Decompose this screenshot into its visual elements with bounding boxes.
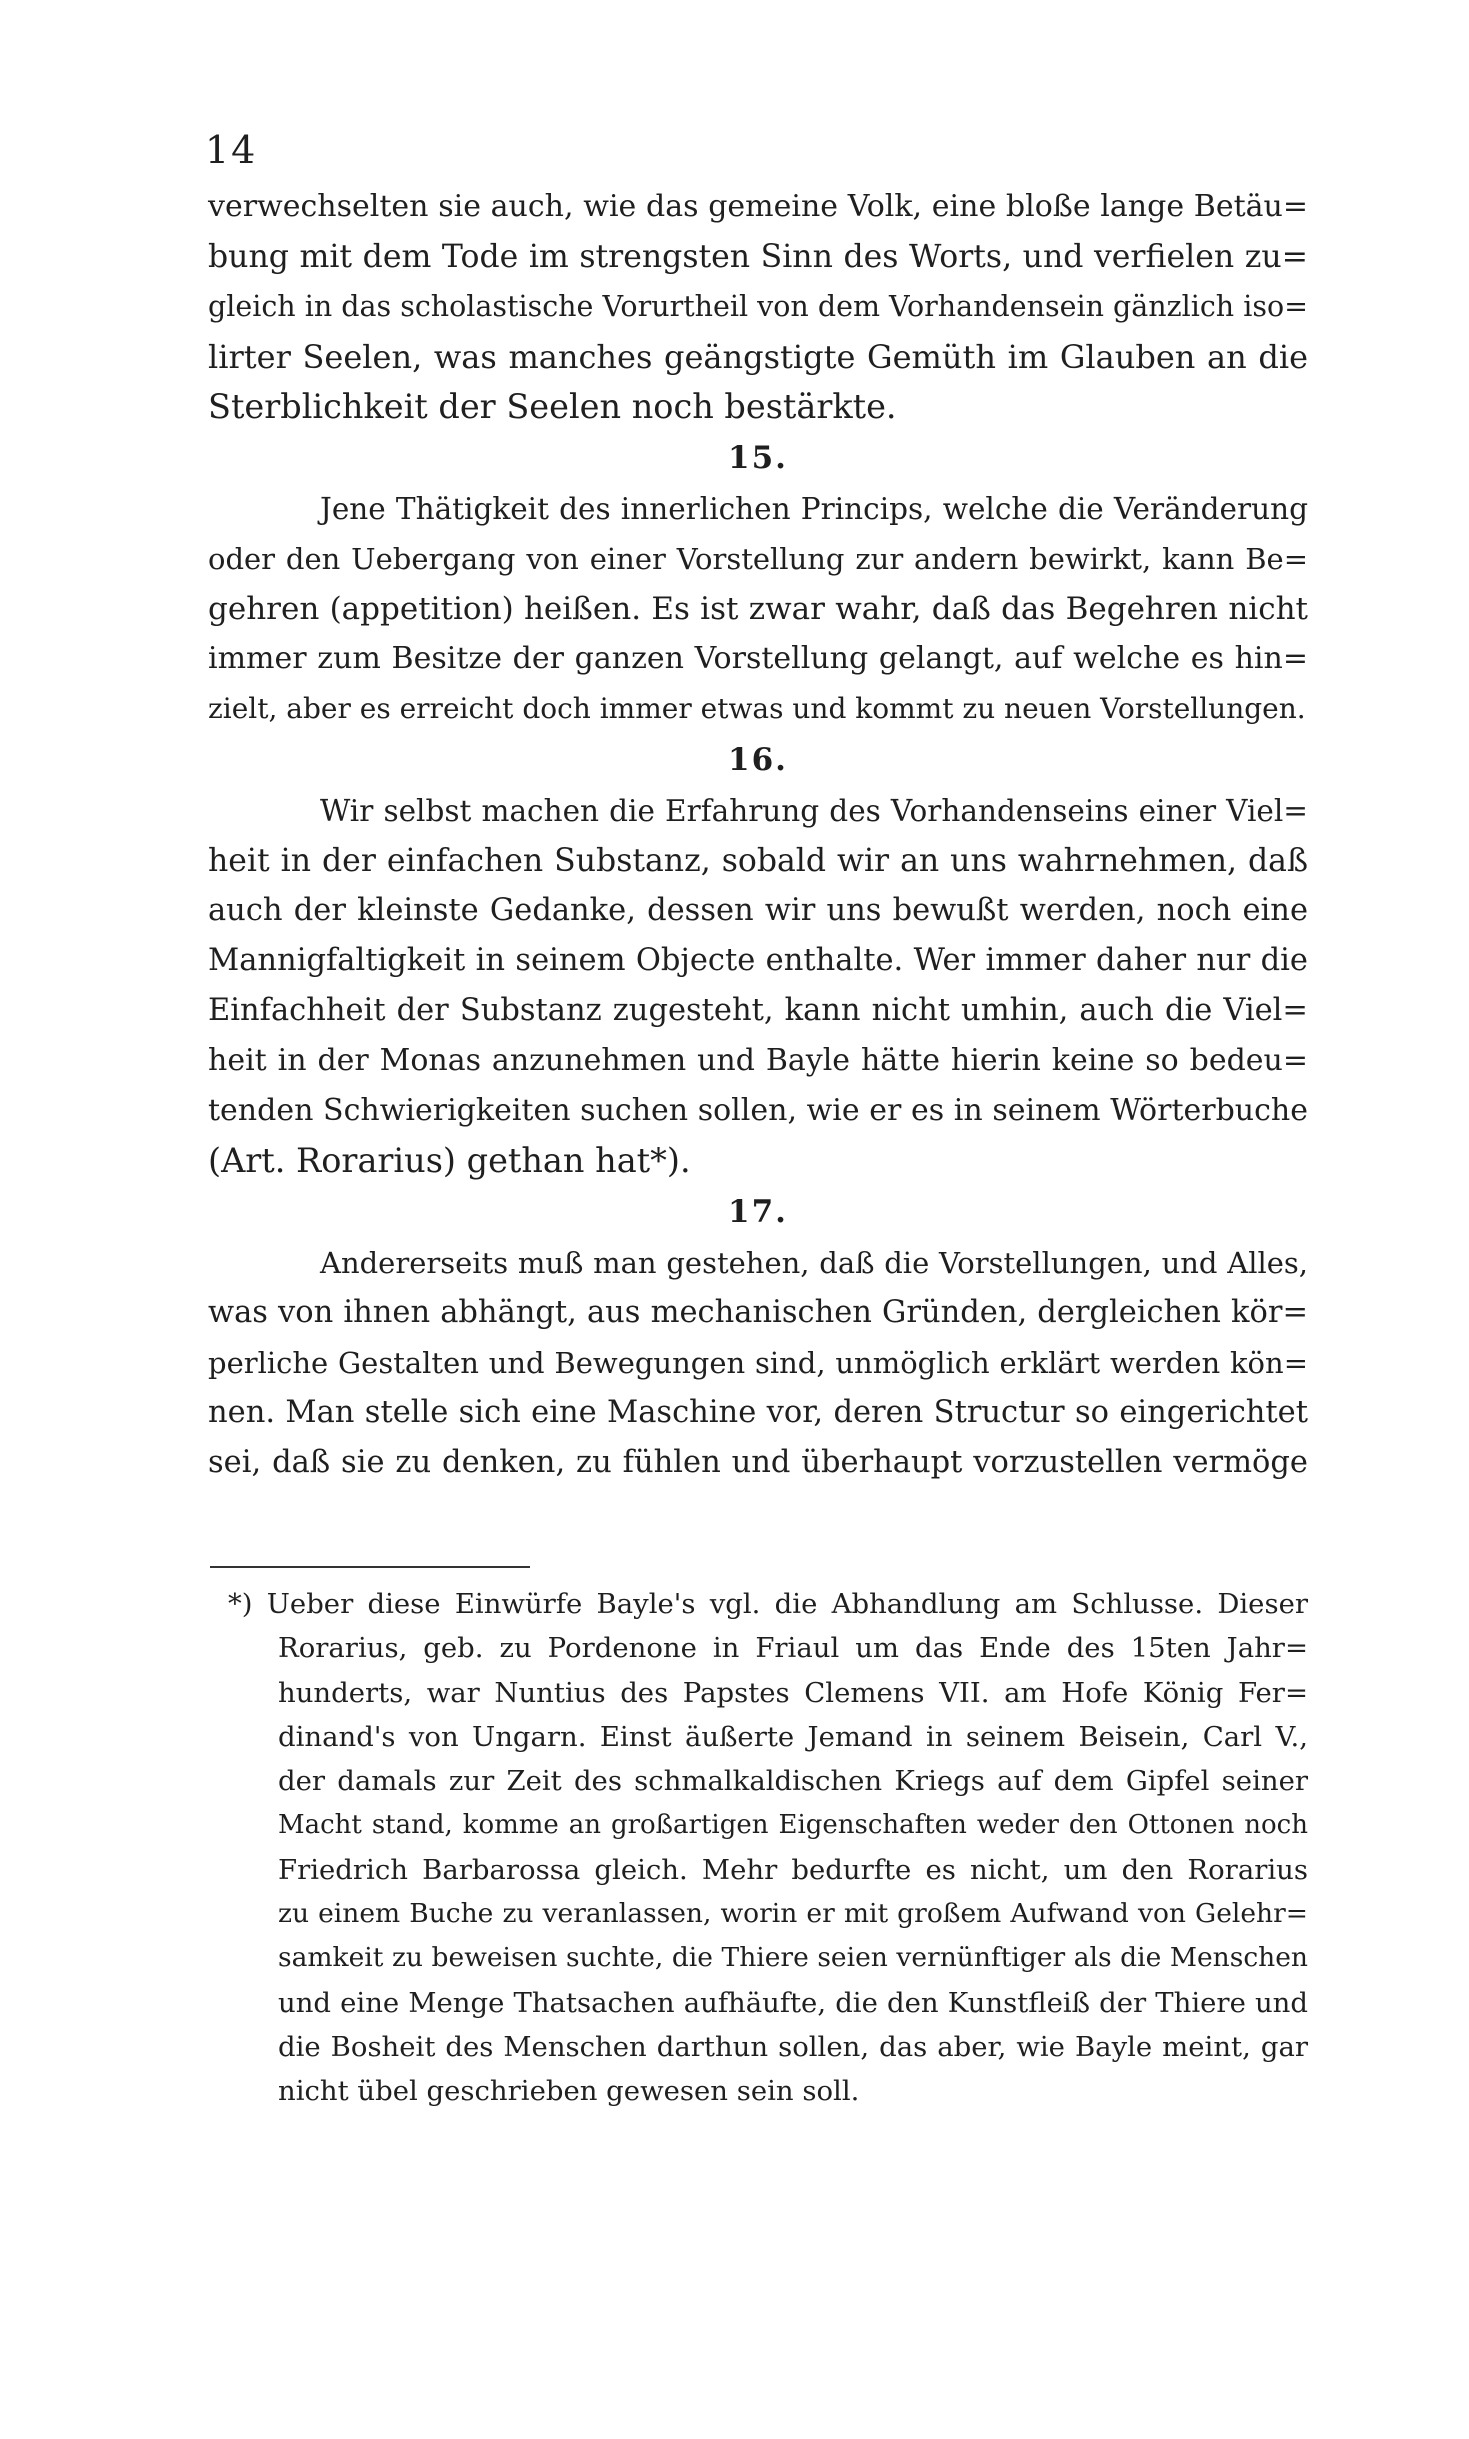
text-line: bung mit dem Tode im strengsten Sinn des Worts, und verfielen zu= <box>208 239 1308 275</box>
text-line: verwechselten sie auch, wie das gemeine Volk, eine bloße lange Betäu= <box>208 189 1308 224</box>
footnote-line: Friedrich Barbarossa gleich. Mehr bedurfte es nicht, um den Rorarius <box>278 1853 1308 1886</box>
footnote-line: der damals zur Zeit des schmalkaldischen Kriegs auf dem Gipfel seiner <box>278 1765 1308 1798</box>
text-line: Wir selbst machen die Erfahrung des Vorhandenseins einer Viel= <box>320 794 1308 828</box>
opening-paragraph <box>208 182 1308 432</box>
text-line: Sterblichkeit der Seelen noch bestärkte. <box>208 387 897 426</box>
text-line: Mannigfaltigkeit in seinem Objecte enthalte. Wer immer daher nur die <box>208 943 1308 978</box>
text-line: gehren (appetition) heißen. Es ist zwar wahr, daß das Begehren nicht <box>208 591 1308 627</box>
section-number: 16. <box>728 742 788 778</box>
text-line: heit in der einfachen Substanz, sobald wir an uns wahrnehmen, daß <box>208 843 1308 879</box>
text-line: immer zum Besitze der ganzen Vorstellung gelangt, auf welche es hin= <box>208 641 1308 676</box>
text-line: Jene Thätigkeit des innerlichen Princips, welche die Veränderung <box>320 492 1308 526</box>
text-line: was von ihnen abhängt, aus mechanischen Gründen, dergleichen kör= <box>208 1295 1308 1330</box>
footnote-line: samkeit zu beweisen suchte, die Thiere seien vernünftiger als die Menschen <box>278 1942 1308 1974</box>
section-15 <box>208 432 1308 734</box>
footnote-line: die Bosheit des Menschen darthun sollen, das aber, wie Bayle meint, gar <box>278 2030 1308 2063</box>
footnote-line: *) Ueber diese Einwürfe Bayle's vgl. die Abhandlung am Schlusse. Dieser <box>228 1588 1308 1620</box>
footnote-line: dinand's von Ungarn. Einst äußerte Jemand in seinem Beisein, Carl V., <box>278 1720 1308 1753</box>
main-text <box>208 182 1308 1488</box>
text-line: zielt, aber es erreicht doch immer etwas und kommt zu neuen Vorstellungen. <box>208 692 1306 725</box>
footnote-line: Macht stand, komme an großartigen Eigenschaften weder den Ottonen noch <box>278 1810 1308 1841</box>
text-line: tenden Schwierigkeiten suchen sollen, wie er es in seinem Wörterbuche <box>208 1093 1308 1128</box>
section-number: 15. <box>728 440 788 476</box>
text-line: oder den Uebergang von einer Vorstellung zur andern bewirkt, kann Be= <box>208 542 1308 576</box>
section-17 <box>208 1186 1308 1488</box>
footnote-line: hunderts, war Nuntius des Papstes Clemens VII. am Hofe König Fer= <box>278 1676 1308 1709</box>
footnote-line: zu einem Buche zu veranlassen, worin er mit großem Aufwand von Gelehr= <box>278 1898 1308 1930</box>
footnote-line: Rorarius, geb. zu Pordenone in Friaul um das Ende des 15ten Jahr= <box>278 1632 1308 1665</box>
text-line: heit in der Monas anzunehmen und Bayle hätte hierin keine so bedeu= <box>208 1043 1308 1078</box>
text-line: lirter Seelen, was manches geängstigte Gemüth im Glauben an die <box>208 338 1308 376</box>
text-line: perliche Gestalten und Bewegungen sind, unmöglich erklärt werden kön= <box>208 1346 1308 1380</box>
section-number: 17. <box>728 1194 788 1230</box>
text-line: Andererseits muß man gestehen, daß die Vorstellungen, und Alles, <box>320 1246 1308 1280</box>
text-line: (Art. Rorarius) gethan hat*). <box>208 1141 691 1180</box>
footnote <box>228 1582 1308 2114</box>
footnote-line: nicht übel geschrieben gewesen sein soll. <box>278 2075 860 2108</box>
text-line: auch der kleinste Gedanke, dessen wir uns bewußt werden, noch eine <box>208 893 1308 928</box>
text-line: sei, daß sie zu denken, zu fühlen und überhaupt vorzustellen vermöge <box>208 1445 1308 1480</box>
page-number: 14 <box>205 128 258 172</box>
text-line: Einfachheit der Substanz zugesteht, kann nicht umhin, auch die Viel= <box>208 993 1308 1028</box>
footnote-line: und eine Menge Thatsachen aufhäufte, die den Kunstfleiß der Thiere und <box>278 1986 1308 2019</box>
text-line: nen. Man stelle sich eine Maschine vor, deren Structur so eingerichtet <box>208 1395 1308 1430</box>
text-line: gleich in das scholastische Vorurtheil von dem Vorhandensein gänzlich iso= <box>208 290 1308 323</box>
footnote-divider <box>210 1566 530 1568</box>
section-16 <box>208 734 1308 1186</box>
